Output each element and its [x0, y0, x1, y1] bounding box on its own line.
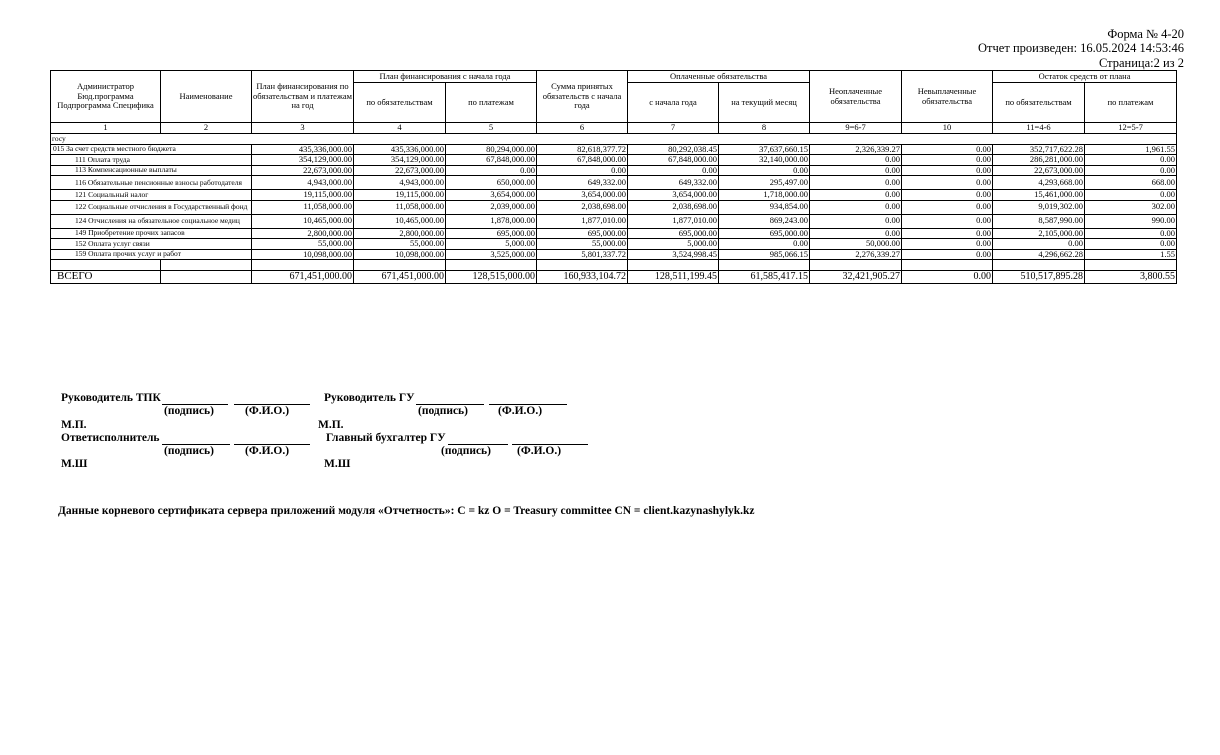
total-value: 671,451,000.00: [354, 271, 446, 284]
cell-value: 4,943,000.00: [354, 176, 446, 190]
cell-value: 22,673,000.00: [993, 165, 1085, 176]
cell-value: 0.00: [810, 190, 902, 201]
column-index: 4: [354, 123, 446, 134]
fio-caption: (Ф.И.О.): [498, 405, 543, 417]
cell-value: 80,294,000.00: [446, 144, 537, 155]
cell-value: 985,066.15: [719, 249, 810, 260]
column-index: 7: [628, 123, 719, 134]
row-label: 124 Отчисления на обязательное социальное медиц: [51, 214, 252, 228]
column-index: 2: [161, 123, 252, 134]
row-label: 121 Социальный налог: [51, 190, 252, 201]
cell-value: 1,718,000.00: [719, 190, 810, 201]
cell-value: 80,292,038.45: [628, 144, 719, 155]
cell-value: 0.00: [1085, 239, 1177, 250]
executor-label: Ответисполнитель: [61, 432, 160, 444]
cell-value: 2,800,000.00: [252, 228, 354, 239]
cell-value: 3,654,000.00: [446, 190, 537, 201]
cell-value: 4,293,668.00: [993, 176, 1085, 190]
cell-value: 82,618,377.72: [537, 144, 628, 155]
table-row: [51, 200, 1177, 214]
cell-value: 50,000.00: [810, 239, 902, 250]
cell-value: 8,587,990.00: [993, 214, 1085, 228]
table-row: [51, 165, 1177, 176]
cell-value: 435,336,000.00: [252, 144, 354, 155]
chief-accountant-label: Главный бухгалтер ГУ: [326, 432, 446, 444]
cell-value: 934,854.00: [719, 200, 810, 214]
cell-value: 11,058,000.00: [252, 200, 354, 214]
report-table: [50, 70, 1177, 284]
row-label: 113 Компенсационные выплаты: [51, 165, 252, 176]
cell-value: 649,332.00: [537, 176, 628, 190]
row-label: 159 Оплата прочих услуг и работ: [51, 249, 252, 260]
cell-value: 11,058,000.00: [354, 200, 446, 214]
header-unpaid: Неоплаченные обязательства: [810, 71, 902, 123]
cell-value: 352,717,622.28: [993, 144, 1085, 155]
row-label: 152 Оплата услуг связи: [51, 239, 252, 250]
empty-cell: [161, 271, 252, 284]
column-index: 12=5-7: [1085, 123, 1177, 134]
row-label: 116 Обязательные пенсионные взносы работодателя: [51, 176, 252, 190]
header-plan: План финансирования по обязательствам и платежам на год: [252, 71, 354, 123]
total-row: [51, 271, 1177, 284]
cell-value: 0.00: [902, 228, 993, 239]
table-row: [51, 176, 1177, 190]
column-index: 11=4-6: [993, 123, 1085, 134]
cell-value: 990.00: [1085, 214, 1177, 228]
cell-value: 0.00: [902, 165, 993, 176]
cell-value: 0.00: [1085, 155, 1177, 166]
cell-value: 354,129,000.00: [252, 155, 354, 166]
cell-value: 2,105,000.00: [993, 228, 1085, 239]
cell-value: 3,654,000.00: [537, 190, 628, 201]
total-value: 510,517,895.28: [993, 271, 1085, 284]
spacer-row: [51, 260, 1177, 271]
cell-value: 0.00: [902, 249, 993, 260]
column-index: 6: [537, 123, 628, 134]
header-plan-ytd: План финансирования с начала года: [354, 71, 537, 83]
cell-value: 19,115,000.00: [252, 190, 354, 201]
row-label: 149 Приобретение прочих запасов: [51, 228, 252, 239]
cell-value: 354,129,000.00: [354, 155, 446, 166]
header-admin: Администратор Бюд.программа Подпрограмма Специфика: [51, 71, 161, 123]
cell-value: 0.00: [810, 176, 902, 190]
cell-value: 2,038,698.00: [537, 200, 628, 214]
cell-value: 67,848,000.00: [537, 155, 628, 166]
cell-value: 649,332.00: [628, 176, 719, 190]
total-label: ВСЕГО: [51, 271, 161, 284]
cell-value: 0.00: [902, 155, 993, 166]
total-value: 32,421,905.27: [810, 271, 902, 284]
cell-value: 10,098,000.00: [252, 249, 354, 260]
cell-value: 0.00: [1085, 165, 1177, 176]
cell-value: 0.00: [902, 190, 993, 201]
cell-value: 4,943,000.00: [252, 176, 354, 190]
fio-caption: (Ф.И.О.): [245, 445, 290, 457]
header-name: Наименование: [161, 71, 252, 123]
cell-value: 10,465,000.00: [252, 214, 354, 228]
cell-value: 668.00: [1085, 176, 1177, 190]
cell-value: 0.00: [993, 239, 1085, 250]
head-tpk-label: Руководитель ТПК: [61, 392, 161, 404]
cell-value: 0.00: [719, 165, 810, 176]
total-value: 128,511,199.45: [628, 271, 719, 284]
table-row: [51, 228, 1177, 239]
cell-value: 3,654,000.00: [628, 190, 719, 201]
header-remainder: Остаток средств от плана: [993, 71, 1177, 83]
cell-value: 2,039,000.00: [446, 200, 537, 214]
cell-value: 0.00: [446, 165, 537, 176]
cell-value: 22,673,000.00: [252, 165, 354, 176]
table-row: [51, 249, 1177, 260]
column-index: 1: [51, 123, 161, 134]
cell-value: 0.00: [810, 214, 902, 228]
column-index: 8: [719, 123, 810, 134]
cell-value: 55,000.00: [354, 239, 446, 250]
total-value: 61,585,417.15: [719, 271, 810, 284]
cell-value: 0.00: [902, 176, 993, 190]
row-label: 015 За счет средств местного бюджета: [51, 144, 252, 155]
cell-value: 435,336,000.00: [354, 144, 446, 155]
header-unpaid2: Невыплаченные обязательства: [902, 71, 993, 123]
cell-value: 2,800,000.00: [354, 228, 446, 239]
cell-value: 15,461,000.00: [993, 190, 1085, 201]
cell-value: 5,801,337.72: [537, 249, 628, 260]
column-index: 5: [446, 123, 537, 134]
fio-caption: (Ф.И.О.): [517, 445, 562, 457]
header-rem-obl: по обязательствам: [993, 83, 1085, 123]
signature-caption: (подпись): [164, 445, 214, 457]
cell-value: 0.00: [537, 165, 628, 176]
table-row: [51, 144, 1177, 155]
cell-value: 1,878,000.00: [446, 214, 537, 228]
stamp-mark: М.Ш: [324, 458, 351, 470]
table-row: [51, 239, 1177, 250]
row-label: 111 Оплата труда: [51, 155, 252, 166]
cell-value: 302.00: [1085, 200, 1177, 214]
head-gu-label: Руководитель ГУ: [324, 392, 415, 404]
certificate-info: Данные корневого сертификата сервера приложений модуля «Отчетность»: C = kz O = Treasury committee CN = client.kazynashylyk.kz: [58, 505, 755, 517]
cell-value: 0.00: [1085, 190, 1177, 201]
cell-value: 22,673,000.00: [354, 165, 446, 176]
cell-value: 0.00: [628, 165, 719, 176]
header-paid: Оплаченные обязательства: [628, 71, 810, 83]
header-rem-pay: по платежам: [1085, 83, 1177, 123]
signature-caption: (подпись): [418, 405, 468, 417]
cell-value: 32,140,000.00: [719, 155, 810, 166]
cell-value: 650,000.00: [446, 176, 537, 190]
column-index: 9=6-7: [810, 123, 902, 134]
report-timestamp: Отчет произведен: 16.05.2024 14:53:46: [978, 41, 1184, 55]
cell-value: 0.00: [1085, 228, 1177, 239]
cell-value: 286,281,000.00: [993, 155, 1085, 166]
total-value: 671,451,000.00: [252, 271, 354, 284]
cell-value: 2,326,339.27: [810, 144, 902, 155]
cell-value: 67,848,000.00: [628, 155, 719, 166]
cell-value: 0.00: [902, 200, 993, 214]
signature-caption: (подпись): [441, 445, 491, 457]
cell-value: 295,497.00: [719, 176, 810, 190]
row-label: 122 Социальные отчисления в Государственный фонд: [51, 200, 252, 214]
cell-value: 19,115,000.00: [354, 190, 446, 201]
cell-value: 869,243.00: [719, 214, 810, 228]
cell-value: 1.55: [1085, 249, 1177, 260]
header-paid-month: на текущий месяц: [719, 83, 810, 123]
cell-value: 10,098,000.00: [354, 249, 446, 260]
page-number: Страница:2 из 2: [1098, 56, 1184, 70]
header-paid-ytd: с начала года: [628, 83, 719, 123]
cell-value: 695,000.00: [446, 228, 537, 239]
cell-value: 55,000.00: [252, 239, 354, 250]
table-row: [51, 155, 1177, 166]
cell-value: 3,525,000.00: [446, 249, 537, 260]
cell-value: 695,000.00: [537, 228, 628, 239]
stamp-mark: М.П.: [318, 419, 344, 431]
cell-value: 0.00: [902, 214, 993, 228]
cell-value: 9,019,302.00: [993, 200, 1085, 214]
cell-value: 0.00: [719, 239, 810, 250]
cell-value: 1,961.55: [1085, 144, 1177, 155]
cell-value: 0.00: [810, 155, 902, 166]
cell-value: 67,848,000.00: [446, 155, 537, 166]
cell-value: 10,465,000.00: [354, 214, 446, 228]
cell-value: 2,276,339.27: [810, 249, 902, 260]
header-plan-ytd-pay: по платежам: [446, 83, 537, 123]
table-row: [51, 214, 1177, 228]
total-value: 160,933,104.72: [537, 271, 628, 284]
cell-value: 2,038,698.00: [628, 200, 719, 214]
total-value: 0.00: [902, 271, 993, 284]
signature-caption: (подпись): [164, 405, 214, 417]
fio-caption: (Ф.И.О.): [245, 405, 290, 417]
column-index: 10: [902, 123, 993, 134]
header-accepted: Сумма принятых обязательств с начала года: [537, 71, 628, 123]
cell-value: 695,000.00: [628, 228, 719, 239]
cell-value: 5,000.00: [628, 239, 719, 250]
cell-value: 3,524,998.45: [628, 249, 719, 260]
table-row: [51, 190, 1177, 201]
cell-value: 1,877,010.00: [537, 214, 628, 228]
stamp-mark: М.П.: [61, 419, 87, 431]
total-value: 128,515,000.00: [446, 271, 537, 284]
cell-value: 0.00: [810, 200, 902, 214]
cell-value: 37,637,660.15: [719, 144, 810, 155]
cell-value: 1,877,010.00: [628, 214, 719, 228]
header-plan-ytd-obl: по обязательствам: [354, 83, 446, 123]
cell-value: 0.00: [902, 144, 993, 155]
form-number: Форма № 4-20: [1107, 27, 1184, 41]
cell-value: 0.00: [810, 165, 902, 176]
cell-value: 0.00: [902, 239, 993, 250]
column-index: 3: [252, 123, 354, 134]
group-label: госу: [51, 134, 1177, 145]
cell-value: 5,000.00: [446, 239, 537, 250]
stamp-mark: М.Ш: [61, 458, 88, 470]
total-value: 3,800.55: [1085, 271, 1177, 284]
cell-value: 695,000.00: [719, 228, 810, 239]
cell-value: 0.00: [810, 228, 902, 239]
cell-value: 55,000.00: [537, 239, 628, 250]
cell-value: 4,296,662.28: [993, 249, 1085, 260]
